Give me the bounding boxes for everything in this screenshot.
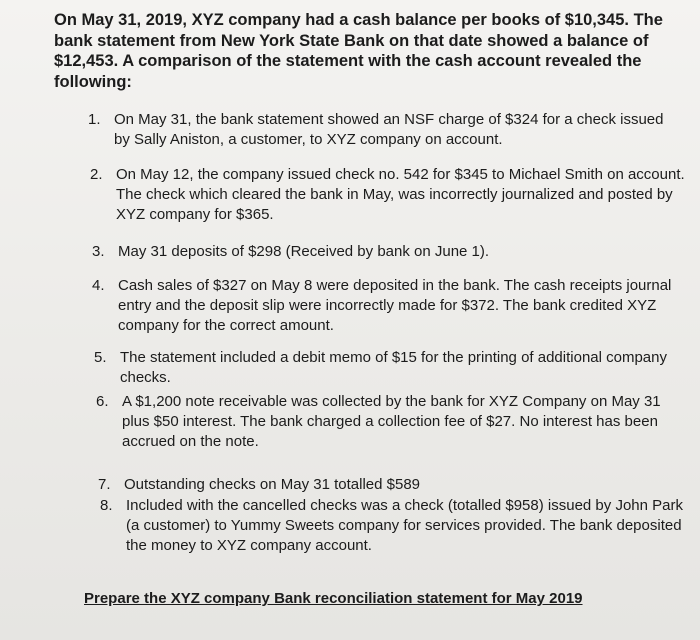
- list-item-number: 8.: [100, 497, 113, 514]
- list-item-text: On May 12, the company issued check no. 542 for $345 to Michael Smith on account. The check which cleared the bank in May, was incorrectly journalized and posted by XYZ company for $365.: [116, 166, 685, 223]
- list-item: [98, 475, 678, 495]
- list-item-text: May 31 deposits of $298 (Received by bank on June 1).: [118, 243, 490, 260]
- list-item: [88, 110, 683, 150]
- list-item: [92, 242, 687, 262]
- list-item-text: Cash sales of $327 on May 8 were deposited in the bank. The cash receipts journal entry and the deposit slip were incorrectly made for $372. The bank credited XYZ company for the correct amount.: [118, 277, 672, 334]
- list-item-number: 4.: [92, 277, 105, 294]
- list-item: [94, 348, 674, 388]
- intro-paragraph: On May 31, 2019, XYZ company had a cash balance per books of $10,345. The bank statement from New York State Bank on that date showed a balance of $12,453. A comparison of the statement with the cash account revealed the following:: [54, 11, 663, 91]
- list-item-number: 6.: [96, 393, 109, 410]
- list-item-text: The statement included a debit memo of $15 for the printing of additional company checks.: [120, 349, 667, 386]
- list-item: [90, 165, 695, 225]
- list-item-number: 5.: [94, 349, 107, 366]
- list-item: [100, 496, 692, 556]
- list-item-text: On May 31, the bank statement showed an NSF charge of $324 for a check issued by Sally Aniston, a customer, to XYZ company on account.: [114, 111, 664, 148]
- list-item-number: 3.: [92, 243, 105, 260]
- list-item: [96, 392, 690, 452]
- instruction-heading: Prepare the XYZ company Bank reconciliation statement for May 2019: [84, 590, 583, 607]
- list-item-text: Outstanding checks on May 31 totalled $589: [124, 476, 421, 493]
- list-item-text: A $1,200 note receivable was collected by the bank for XYZ Company on May 31 plus $50 interest. The bank charged a collection fee of $27. No interest has been accrued on the note.: [122, 393, 661, 450]
- list-item-number: 1.: [88, 111, 101, 128]
- list-item-text: Included with the cancelled checks was a check (totalled $958) issued by John Park (a customer) to Yummy Sweets company for services provided. The bank deposited the money to XYZ company account.: [126, 497, 683, 554]
- list-item-number: 7.: [98, 476, 111, 493]
- list-item: [92, 276, 690, 336]
- list-item-number: 2.: [90, 166, 103, 183]
